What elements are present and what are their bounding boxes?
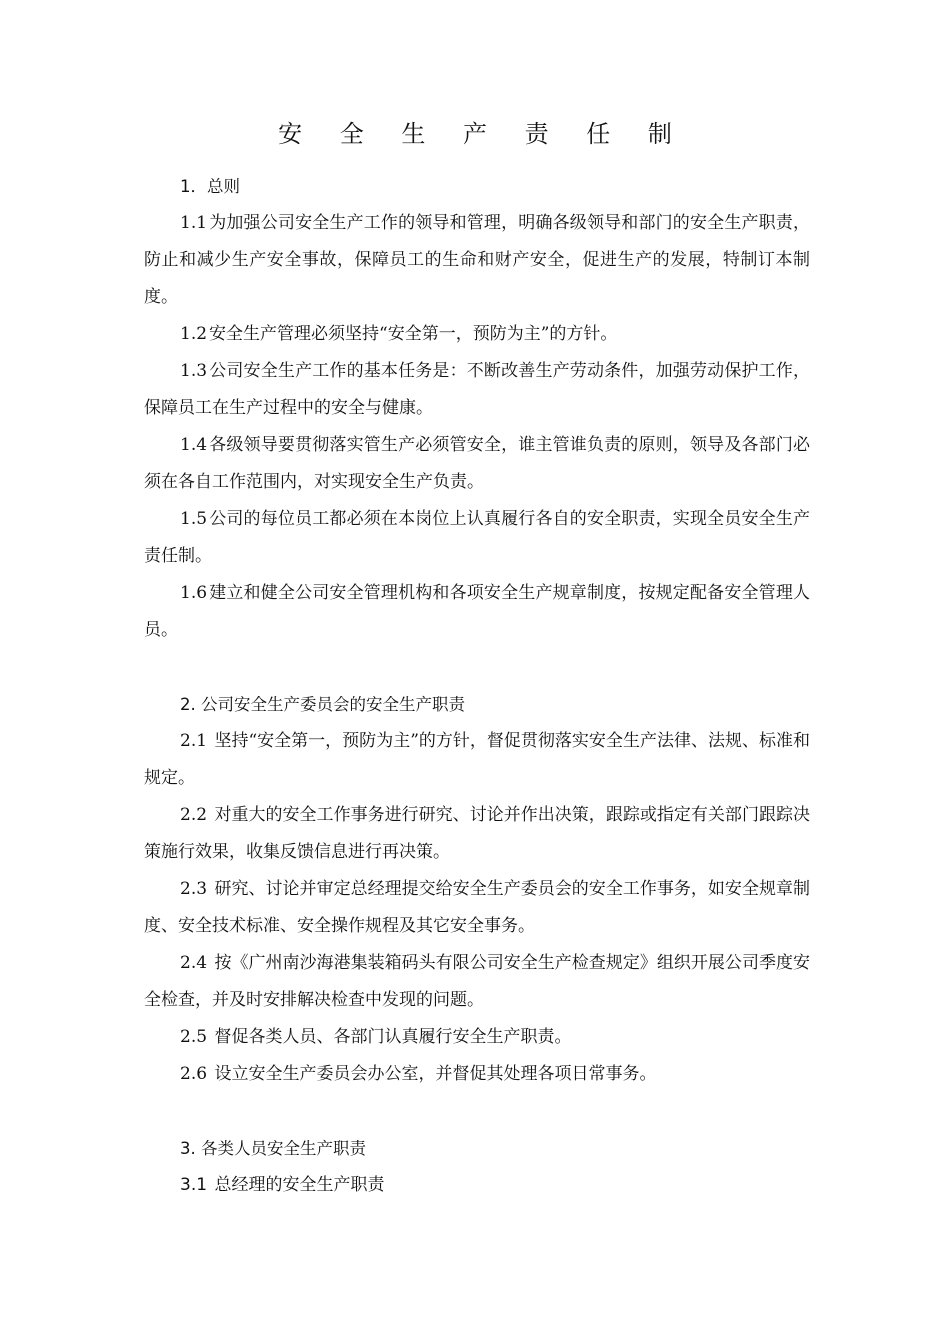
clause-text: 对重大的安全工作事务进行研究、讨论并作出决策，跟踪或指定有关部门跟踪决策施行效果，收集反馈信息进行再决策。 xyxy=(144,805,810,862)
clause-text: 督促各类人员、各部门认真履行安全生产职责。 xyxy=(209,1027,572,1047)
clause-number: 1.6 xyxy=(180,583,208,603)
clause-text: 安全生产管理必须坚持“安全第一，预防为主”的方针。 xyxy=(209,324,618,344)
clause-1-5 xyxy=(144,501,810,575)
clause-2-6 xyxy=(144,1056,810,1093)
clause-number: 2.3 xyxy=(180,879,208,899)
clause-number: 1.4 xyxy=(180,435,208,455)
clause-text: 设立安全生产委员会办公室，并督促其处理各项日常事务。 xyxy=(209,1064,657,1084)
subsection-3-1 xyxy=(144,1167,810,1204)
clause-1-2 xyxy=(144,316,810,353)
clause-number: 1.1 xyxy=(180,213,208,233)
section-3-heading: 3. 各类人员安全生产职责 xyxy=(180,1139,366,1158)
section-1-heading: 1．总则 xyxy=(180,177,240,196)
clause-text: 研究、讨论并审定总经理提交给安全生产委员会的安全工作事务，如安全规章制度、安全技术标准、安全操作规程及其它安全事务。 xyxy=(144,879,810,936)
clause-1-4 xyxy=(144,427,810,501)
section-spacer xyxy=(144,1093,810,1130)
subsection-number: 3.1 xyxy=(180,1175,208,1195)
clause-text: 为加强公司安全生产工作的领导和管理，明确各级领导和部门的安全生产职责，防止和减少生产安全事故，保障员工的生命和财产安全，促进生产的发展，特制订本制度。 xyxy=(144,213,810,307)
clause-text: 坚持“安全第一，预防为主”的方针，督促贯彻落实安全生产法律、法规、标准和规定。 xyxy=(144,731,810,788)
section-2-heading: 2. 公司安全生产委员会的安全生产职责 xyxy=(180,695,465,714)
clause-2-5 xyxy=(144,1019,810,1056)
clause-text: 公司安全生产工作的基本任务是：不断改善生产劳动条件，加强劳动保护工作，保障员工在生产过程中的安全与健康。 xyxy=(144,361,810,418)
document-title: 安 全 生 产 责 任 制 xyxy=(278,120,687,148)
clause-number: 2.2 xyxy=(180,805,208,825)
clause-2-4 xyxy=(144,945,810,1019)
clause-1-1 xyxy=(144,205,810,316)
clause-1-3 xyxy=(144,353,810,427)
clause-number: 2.4 xyxy=(180,953,208,973)
clause-text: 按《广州南沙海港集装箱码头有限公司安全生产检查规定》组织开展公司季度安全检查，并及时安排解决检查中发现的问题。 xyxy=(144,953,810,1010)
clause-number: 1.3 xyxy=(180,361,208,381)
clause-text: 各级领导要贯彻落实管生产必须管安全，谁主管谁负责的原则，领导及各部门必须在各自工作范围内，对实现安全生产负责。 xyxy=(144,435,810,492)
clause-text: 建立和健全公司安全管理机构和各项安全生产规章制度，按规定配备安全管理人员。 xyxy=(144,583,810,640)
clause-text: 公司的每位员工都必须在本岗位上认真履行各自的安全职责，实现全员安全生产责任制。 xyxy=(144,509,810,566)
clause-2-2 xyxy=(144,797,810,871)
subsection-text: 总经理的安全生产职责 xyxy=(209,1175,385,1195)
clause-1-6 xyxy=(144,575,810,649)
clause-2-3 xyxy=(144,871,810,945)
clause-number: 1.2 xyxy=(180,324,208,344)
clause-number: 2.6 xyxy=(180,1064,208,1084)
clause-2-1 xyxy=(144,723,810,797)
document-body xyxy=(144,168,810,1204)
clause-number: 2.5 xyxy=(180,1027,208,1047)
clause-number: 1.5 xyxy=(180,509,208,529)
clause-number: 2.1 xyxy=(180,731,208,751)
section-spacer xyxy=(144,649,810,686)
